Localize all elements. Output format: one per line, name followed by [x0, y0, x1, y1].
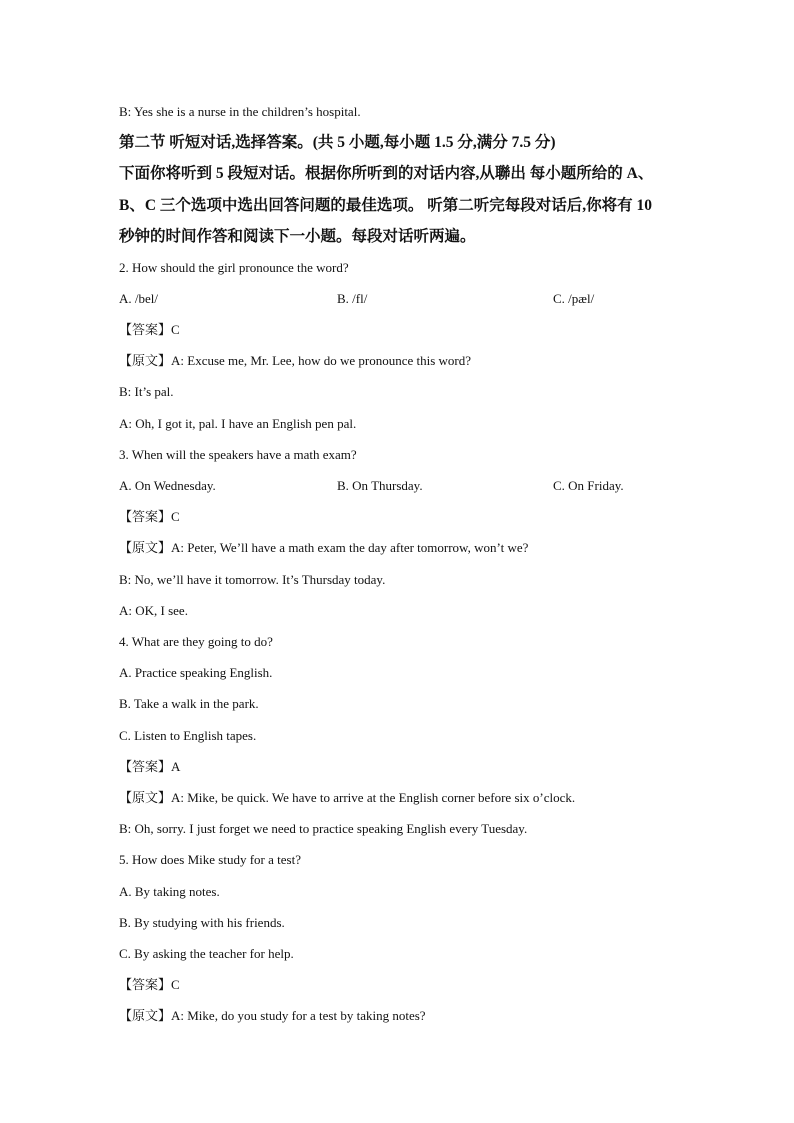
question-3: 3. When will the speakers have a math exam? [119, 447, 357, 462]
answer-line: 【答案】C [119, 509, 180, 524]
question-5: 5. How does Mike study for a test? [119, 852, 301, 867]
answer-line: 【答案】C [119, 977, 180, 992]
q4-option-a: A. Practice speaking English. [119, 665, 273, 680]
transcript-line: 【原文】A: Peter, We’ll have a math exam the day after tomorrow, won’t we? [119, 540, 529, 555]
question-4: 4. What are they going to do? [119, 634, 273, 649]
q5-option-b: B. By studying with his friends. [119, 915, 285, 930]
q2-option-b: B. /fl/ [337, 291, 368, 306]
instruction-line: 下面你将听到 5 段短对话。根据你所听到的对话内容,从聯出 每小题所给的 A、 [119, 165, 654, 182]
q4-option-b: B. Take a walk in the park. [119, 696, 259, 711]
dialogue-line: B: No, we’ll have it tomorrow. It’s Thursday today. [119, 572, 386, 587]
dialogue-line: B: Yes she is a nurse in the children’s hospital. [119, 104, 361, 119]
q5-option-c: C. By asking the teacher for help. [119, 946, 294, 961]
q3-option-a: A. On Wednesday. [119, 478, 216, 493]
transcript-line: 【原文】A: Excuse me, Mr. Lee, how do we pronounce this word? [119, 353, 472, 368]
q2-option-c: C. /pæl/ [553, 291, 595, 306]
dialogue-line: A: OK, I see. [119, 603, 188, 618]
answer-line: 【答案】A [119, 759, 181, 774]
q2-option-a: A. /bel/ [119, 291, 158, 306]
answer-line: 【答案】C [119, 322, 180, 337]
transcript-line: 【原文】A: Mike, be quick. We have to arrive at the English corner before six o’clock. [119, 790, 576, 805]
question-2: 2. How should the girl pronounce the word? [119, 260, 349, 275]
q4-option-c: C. Listen to English tapes. [119, 728, 257, 743]
q3-option-b: B. On Thursday. [337, 478, 423, 493]
instruction-line: B、C 三个选项中选出回答问题的最佳选项。 听第二听完每段对话后,你将有 10 [119, 197, 653, 214]
dialogue-line: B: It’s pal. [119, 384, 174, 399]
q5-option-a: A. By taking notes. [119, 884, 220, 899]
dialogue-line: B: Oh, sorry. I just forget we need to practice speaking English every Tuesday. [119, 821, 528, 836]
transcript-line: 【原文】A: Mike, do you study for a test by taking notes? [119, 1008, 426, 1023]
instruction-line: 秒钟的时间作答和阅读下一小题。每段对话听两遍。 [119, 228, 476, 245]
q3-option-c: C. On Friday. [553, 478, 624, 493]
dialogue-line: A: Oh, I got it, pal. I have an English pen pal. [119, 416, 357, 431]
section-heading: 第二节 听短对话,选择答案。(共 5 小题,每小题 1.5 分,满分 7.5 分) [119, 134, 556, 151]
